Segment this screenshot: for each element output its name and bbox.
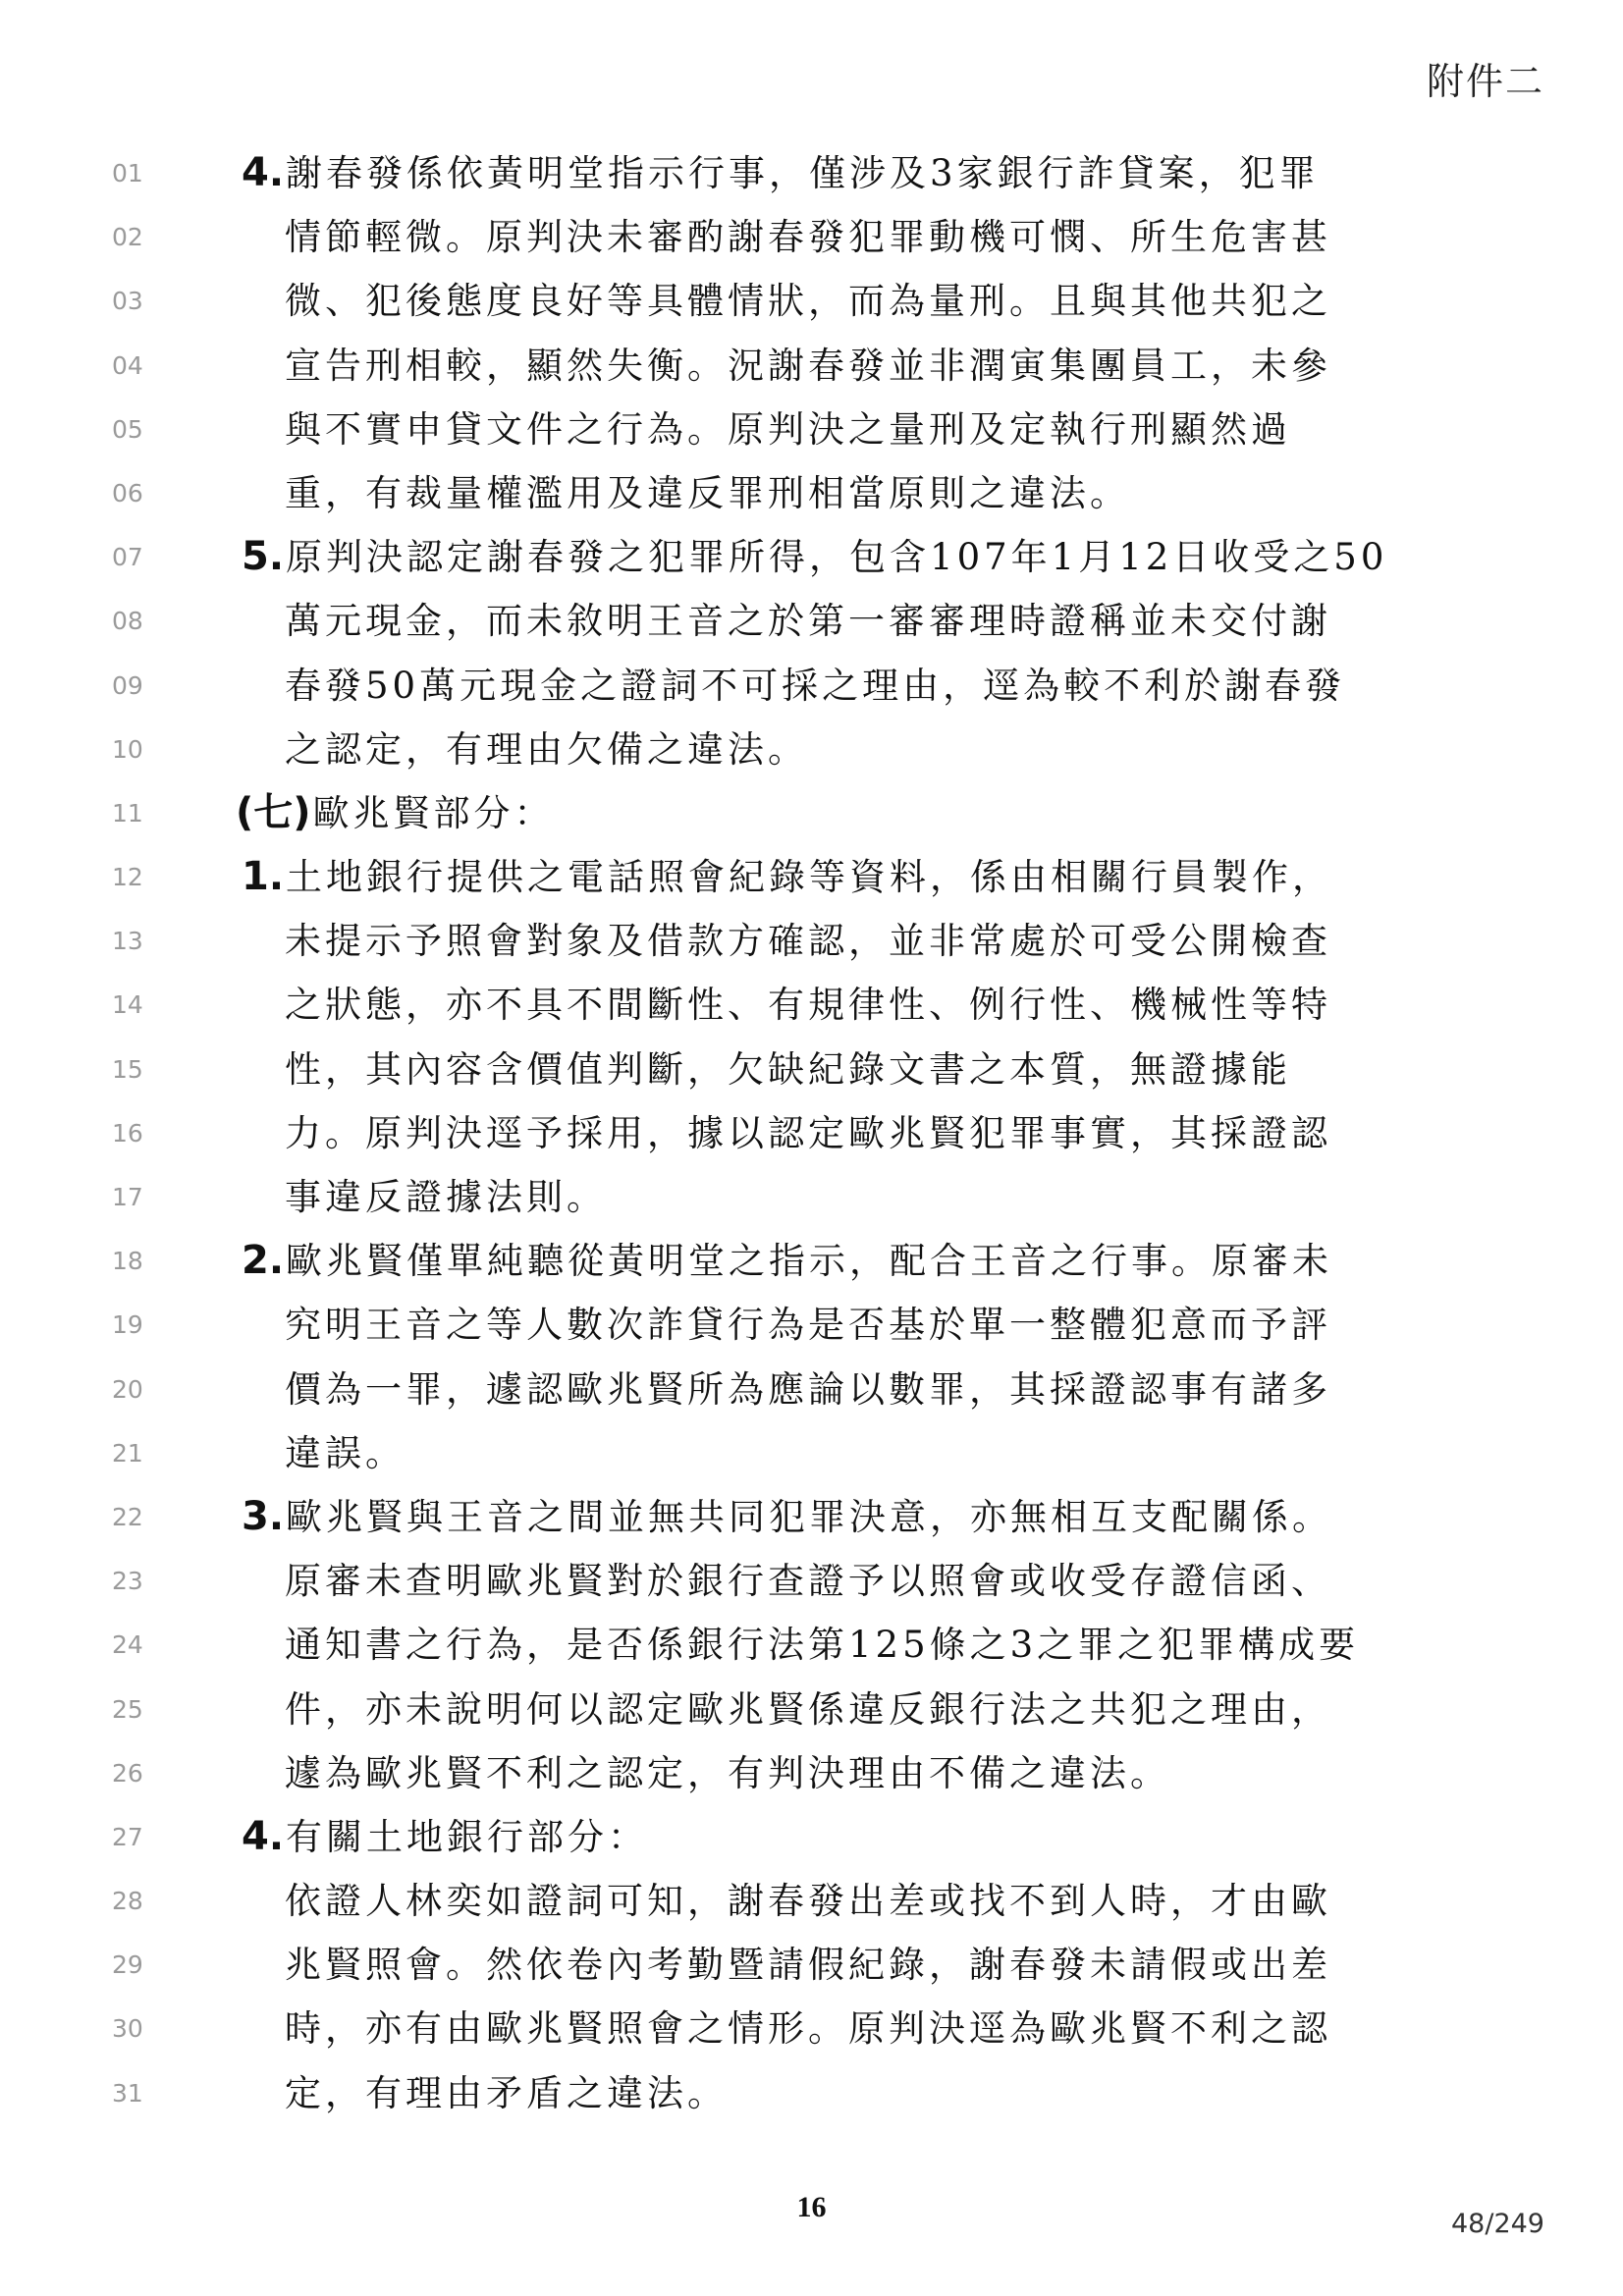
line-number: 15: [112, 1054, 143, 1084]
line-content: 依證人林奕如證詞可知，謝春發出差或找不到人時，才由歐: [285, 1880, 1331, 1923]
document-line: [0, 909, 1623, 973]
line-content: 件，亦未說明何以認定歐兆賢係違反銀行法之共犯之理由，: [285, 1687, 1331, 1731]
line-text: [285, 1101, 1331, 1165]
list-marker: 4.: [242, 150, 285, 195]
line-text: [285, 1741, 1170, 1805]
document-line: [0, 398, 1623, 461]
line-number: 13: [112, 927, 143, 956]
document-line: [0, 1101, 1623, 1165]
line-content: 謝春發係依黃明堂指示行事，僅涉及3家銀行詐貸案，犯罪: [286, 152, 1320, 194]
document-line: [0, 1613, 1623, 1677]
line-content: 之狀態，亦不具不間斷性、有規律性、例行性、機械性等特: [285, 984, 1331, 1027]
document-line: [0, 141, 1623, 205]
line-text: [236, 781, 555, 845]
line-content: 與不實申貸文件之行為。原判決之量刑及定執行刑顯然過: [285, 407, 1291, 451]
document-line: [0, 2061, 1623, 2125]
line-number: 04: [112, 350, 143, 380]
line-text: [285, 398, 1291, 461]
line-content: 價為一罪，遽認歐兆賢所為應論以數罪，其採證認事有諸多: [285, 1367, 1331, 1411]
line-text: [285, 654, 1345, 718]
line-content: 究明王音之等人數次詐貸行為是否基於單一整體犯意而予評: [285, 1304, 1331, 1347]
document-line: [0, 1421, 1623, 1485]
line-content: 春發50萬元現金之證詞不可採之理由，逕為較不利於謝春發: [285, 664, 1346, 707]
line-content: 遽為歐兆賢不利之認定，有判決理由不備之違法。: [285, 1751, 1170, 1794]
line-number: 01: [112, 159, 143, 187]
line-text: [285, 1421, 406, 1485]
line-content: 萬元現金，而未敘明王音之於第一審審理時證稱並未交付謝: [285, 600, 1331, 643]
line-text: [285, 334, 1331, 398]
page-number: 16: [796, 2191, 827, 2223]
document-line: [0, 1549, 1623, 1613]
line-number: 29: [112, 1950, 143, 1980]
line-text: [285, 1613, 1359, 1677]
line-number: 12: [112, 863, 143, 892]
line-content: 力。原判決逕予採用，據以認定歐兆賢犯罪事實，其採證認: [285, 1111, 1331, 1154]
line-text: [242, 141, 1320, 205]
line-number: 30: [112, 2014, 143, 2044]
line-text: [242, 525, 1387, 589]
line-text: [285, 1869, 1331, 1933]
line-number: 03: [112, 287, 143, 316]
line-text: [285, 1038, 1291, 1101]
line-content: 通知書之行為，是否係銀行法第125條之3之罪之犯罪構成要: [285, 1624, 1360, 1667]
line-content: 宣告刑相較，顯然失衡。況謝春發並非潤寅集團員工，未參: [285, 344, 1331, 387]
document-line: [0, 1741, 1623, 1805]
line-content: 事違反證據法則。: [285, 1176, 607, 1218]
line-text: [285, 1358, 1331, 1421]
line-number: 11: [112, 798, 143, 828]
document-line: [0, 334, 1623, 398]
document-line: [0, 1229, 1623, 1293]
line-text: [285, 909, 1331, 973]
list-marker: (七): [236, 789, 311, 835]
document-line: [0, 1805, 1623, 1869]
line-content: 歐兆賢與王音之間並無共同犯罪決意，亦無相互支配關係。: [286, 1495, 1333, 1538]
document-line: [0, 461, 1623, 525]
line-content: 土地銀行提供之電話照會紀錄等資料，係由相關行員製作，: [286, 856, 1333, 899]
line-content: 定，有理由矛盾之違法。: [285, 2071, 728, 2114]
document-line: [0, 1933, 1623, 1997]
line-number: 16: [112, 1118, 143, 1148]
line-content: 違誤。: [285, 1431, 406, 1474]
line-content: 之認定，有理由欠備之違法。: [285, 727, 808, 771]
line-number: 31: [112, 2078, 143, 2108]
line-number: 21: [112, 1438, 143, 1468]
document-line: [0, 1165, 1623, 1229]
document-line: [0, 1293, 1623, 1357]
line-text: [242, 1805, 648, 1869]
line-number: 07: [112, 543, 143, 572]
line-content: 微、犯後態度良好等具體情狀，而為量刑。且與其他共犯之: [285, 280, 1331, 323]
line-text: [242, 1485, 1332, 1549]
line-number: 10: [112, 734, 143, 764]
line-number: 26: [112, 1758, 143, 1788]
document-line: [0, 205, 1623, 269]
line-content: 歐兆賢僅單純聽從黃明堂之指示，配合王音之行事。原審未: [286, 1240, 1333, 1283]
document-line: [0, 718, 1623, 781]
line-text: [242, 1229, 1332, 1293]
document-line: [0, 781, 1623, 845]
line-text: [285, 973, 1331, 1037]
document-line: [0, 525, 1623, 589]
line-content: 情節輕微。原判決未審酌謝春發犯罪動機可憫、所生危害甚: [285, 216, 1331, 259]
document-line: [0, 973, 1623, 1037]
line-text: [285, 1997, 1331, 2060]
page-counter: 48/249: [1451, 2209, 1544, 2239]
line-number: 22: [112, 1502, 143, 1531]
document-line: [0, 589, 1623, 653]
line-text: [242, 845, 1332, 909]
line-text: [285, 269, 1331, 333]
document-line: [0, 1358, 1623, 1421]
line-number: 05: [112, 414, 143, 444]
list-marker: 3.: [242, 1493, 285, 1539]
line-text: [285, 589, 1331, 653]
document-line: [0, 269, 1623, 333]
line-text: [285, 1549, 1331, 1613]
line-number: 19: [112, 1310, 143, 1340]
line-text: [285, 1293, 1331, 1357]
line-number: 18: [112, 1247, 143, 1276]
document-line: [0, 1678, 1623, 1741]
list-marker: 5.: [242, 534, 285, 580]
line-number: 09: [112, 670, 143, 700]
document-line: [0, 845, 1623, 909]
line-text: [285, 1165, 607, 1229]
line-content: 時，亦有由歐兆賢照會之情形。原判決逕為歐兆賢不利之認: [285, 2007, 1331, 2051]
document-line: [0, 1869, 1623, 1933]
line-number: 17: [112, 1183, 143, 1211]
line-text: [285, 1678, 1331, 1741]
line-number: 27: [112, 1822, 143, 1851]
document-line: [0, 654, 1623, 718]
line-text: [285, 461, 1130, 525]
line-number: 25: [112, 1694, 143, 1724]
list-marker: 1.: [242, 854, 285, 900]
line-text: [285, 718, 808, 781]
document-line: [0, 1997, 1623, 2060]
line-number: 06: [112, 478, 143, 507]
line-content: 歐兆賢部分：: [312, 791, 555, 834]
line-content: 原判決認定謝春發之犯罪所得，包含107年1月12日收受之50: [286, 536, 1388, 579]
line-number: 14: [112, 990, 143, 1020]
line-content: 兆賢照會。然依卷內考勤暨請假紀錄，謝春發未請假或出差: [285, 1944, 1331, 1987]
document-line: [0, 1485, 1623, 1549]
line-number: 28: [112, 1887, 143, 1916]
line-text: [285, 205, 1331, 269]
line-number: 20: [112, 1374, 143, 1404]
document-body: [0, 141, 1623, 2125]
line-text: [285, 2061, 728, 2125]
attachment-label: 附件二: [1426, 60, 1544, 103]
line-number: 08: [112, 607, 143, 636]
list-marker: 2.: [242, 1238, 285, 1284]
list-marker: 4.: [242, 1813, 285, 1859]
line-number: 02: [112, 223, 143, 252]
line-text: [285, 1933, 1331, 1997]
document-line: [0, 1038, 1623, 1101]
line-content: 未提示予照會對象及借款方確認，並非常處於可受公開檢查: [285, 920, 1331, 963]
line-content: 原審未查明歐兆賢對於銀行查證予以照會或收受存證信函、: [285, 1560, 1331, 1603]
line-content: 性，其內容含價值判斷，欠缺紀錄文書之本質，無證據能: [285, 1047, 1291, 1091]
line-number: 24: [112, 1630, 143, 1660]
line-number: 23: [112, 1567, 143, 1596]
line-content: 有關土地銀行部分：: [286, 1815, 649, 1858]
line-content: 重，有裁量權濫用及違反罪刑相當原則之違法。: [285, 471, 1130, 514]
